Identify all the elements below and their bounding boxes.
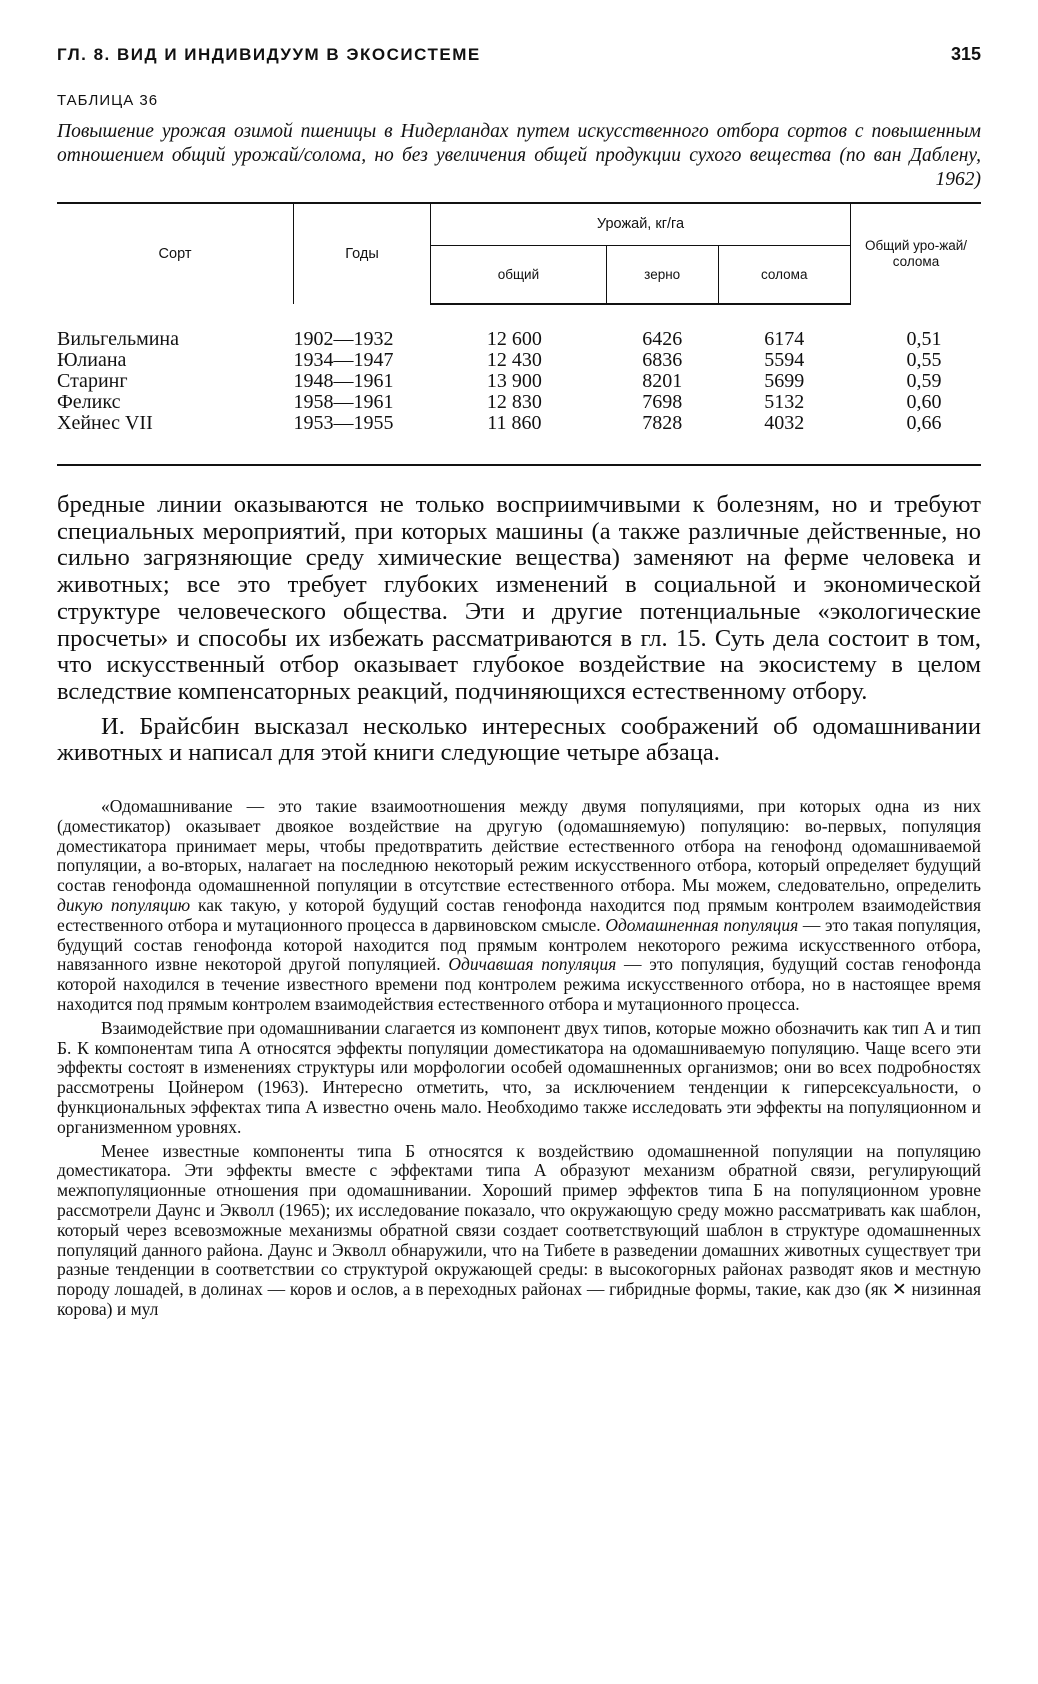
chapter-title: ГЛ. 8. ВИД И ИНДИВИДУУМ В ЭКОСИСТЕМЕ [57, 45, 481, 64]
cell-ratio: 0,59 [906, 370, 942, 392]
quote-text: — это популяция, будущий состав генофонда которой находился в течение известного времени под контролем режима искусственного отбора, но в настоящее время находится под прямым контролем взаимодействия естественного отбора и мутационного процесса. [57, 954, 981, 1014]
quote-paragraph [57, 797, 981, 1015]
cell-ratio: 0,60 [906, 391, 942, 413]
table-row [57, 413, 981, 465]
quote-text: как такую, у которой будущий состав генофонда находится под прямым контролем взаимодействия естественного отбора и мутационного процесса в дарвиновском смысле. [57, 895, 981, 935]
cell-years: 1902—1932 [293, 327, 394, 350]
cell-years: 1958—1961 [293, 391, 394, 413]
cell-grain: 8201 [642, 370, 683, 392]
page-number: 315 [950, 44, 981, 64]
cell-sort: Юлиана [57, 349, 127, 371]
cell-straw: 4032 [718, 413, 850, 465]
quote-term: дикую популяцию [57, 895, 191, 916]
yield-table [57, 202, 981, 466]
table-row [57, 371, 981, 392]
cell-total: 12 600 [486, 328, 542, 350]
quote-term: Одичавшая популяция [448, 954, 617, 975]
table-row [57, 392, 981, 413]
col-header-grain: зерно [606, 245, 718, 304]
cell-grain: 7698 [642, 391, 683, 413]
quote-paragraph: Взаимодействие при одомашнивании слагается из компонент двух типов, которые можно обозначить как тип А и тип Б. К компонентам типа А относятся эффекты популяции доместикатора на одомашниваемую популяцию. Чаще всего эти эффекты состоят в изменениях структуры или морфологии особей одомашненных организмов; они во всех подробностях рассмотрены Цойнером (1963). Интересно отметить, что, за исключением тенденции к гиперсексуальности, о функциональных эффектах типа А известно очень мало. Необходимо также исследовать эти эффекты на популяционном и организменном уровнях. [57, 1017, 981, 1137]
cell-sort: Хейнес VII [57, 413, 294, 465]
cell-sort: Вильгельмина [57, 327, 180, 350]
col-header-sort: Сорт [57, 203, 294, 304]
cell-grain: 6836 [642, 349, 683, 371]
cell-sort: Феликс [57, 391, 121, 413]
cell-grain: 7828 [606, 413, 718, 465]
col-header-total: общий [431, 245, 607, 304]
cell-total: 12 830 [486, 391, 542, 413]
cell-straw: 5594 [764, 349, 805, 371]
cell-total: 12 430 [486, 349, 542, 371]
table-row [57, 350, 981, 371]
body-paragraph: И. Брайсбин высказал несколько интересных соображений об одомашнивании животных и написал для этой книги следующие четыре абзаца. [57, 712, 981, 767]
cell-ratio: 0,55 [906, 349, 942, 371]
table-caption: Повышение урожая озимой пшеницы в Нидерландах путем искусственного отбора сортов с повышенным отношением общий урожай/солома, но без увеличения общей продукции сухого вещества (по ван Даблену, 1962) [57, 121, 981, 190]
cell-total: 13 900 [486, 370, 542, 392]
cell-years: 1953—1955 [294, 413, 431, 465]
table-row [57, 304, 981, 350]
body-paragraph: бредные линии оказываются не только восприимчивыми к болезням, но и требуют специальных мероприятий, при которых машины (а также различные действенные, но сильно загрязняющие среду химические вещества) заменяют на ферме человека и животных; все это требует глубоких изменений в социальной и экономической структуре человеческого общества. Эти и другие потенциальные «экологические просчеты» и способы их избежать рассматриваются в гл. 15. Суть дела состоит в том, что искусственный отбор оказывает глубокое воздействие на экосистему в целом вследствие компенсаторных реакций, подчиняющихся естественному отбору. [57, 491, 981, 705]
quote-text: «Одомашнивание — это такие взаимоотношения между двумя популяциями, при которых одна из них (доместикатор) оказывает двоякое воздействие на другую (одомашняемую) популяцию: во-первых, популяция доместикатора принимает меры, чтобы предотвратить действие естественного отбора на генофонд одомашниваемой популяции, а во-вторых, налагает на последнюю некоторый режим искусственного отбора, который определяет будущий состав генофонда одомашненной популяции в отсутствие естественного отбора. Мы можем, следовательно, определить [57, 796, 981, 896]
col-header-yield: Урожай, кг/га [431, 203, 851, 245]
cell-straw: 5699 [764, 370, 805, 392]
cell-straw: 6174 [764, 328, 805, 350]
cell-ratio: 0,51 [906, 327, 942, 350]
quote-paragraph: Менее известные компоненты типа Б относятся к воздействию одомашненной популяции на популяцию доместикатора. Эти эффекты вместе с эффектами типа А образуют механизм обратной связи, регулирующий межпопуляционные отношения при одомашнивании. Хороший пример эффектов типа Б на популяционном уровне рассмотрели Даунс и Экволл (1965); их исследование показало, что окружающую среду можно рассматривать как шаблон, который через всевозможные механизмы обратной связи создает соответствующий шаблон в структуре одомашненных популяций данного района. Даунс и Экволл обнаружили, что на Тибете в разведении домашних животных существует три разные тенденции в соответствии со структурой окружающей среды: в высокогорных районах разводят яков и местную породу лошадей, в долинах — коров и ослов, а в переходных районах — гибридные формы, такие, как дзо (як ✕ низинная корова) и мул [57, 1140, 981, 1319]
cell-ratio: 0,66 [851, 413, 982, 465]
cell-years: 1948—1961 [293, 370, 394, 392]
quote-term: Одомашненная популяция [605, 914, 799, 935]
page [57, 44, 981, 1320]
running-header [57, 44, 981, 78]
table-label: ТАБЛИЦА 36 [57, 92, 159, 109]
quote-text: — это такая популяция, будущий состав генофонда которой находится под прямым контролем некоторого режима искусственного отбора, навязанного извне некоторой другой популяцией. [57, 914, 981, 975]
cell-straw: 5132 [764, 391, 805, 413]
cell-total: 11 860 [431, 413, 607, 465]
col-header-ratio: Общий уро-жай/солома [851, 203, 982, 304]
cell-years: 1934—1947 [293, 349, 394, 371]
col-header-years: Годы [294, 203, 431, 304]
col-header-straw: солома [718, 245, 850, 304]
cell-grain: 6426 [642, 328, 683, 350]
cell-sort: Старинг [57, 370, 128, 392]
